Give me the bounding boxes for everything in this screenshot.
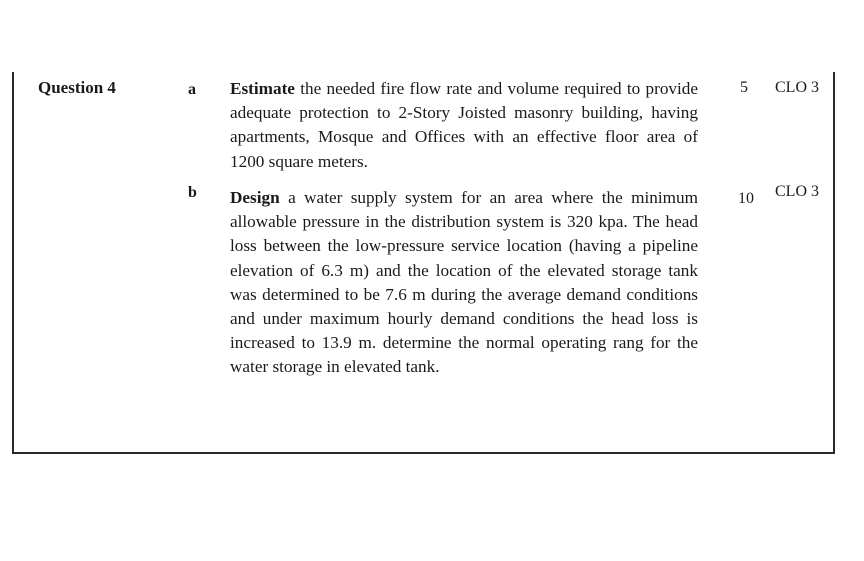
part-a-verb: Estimate [230,79,295,98]
part-b-clo: CLO 3 [775,183,819,200]
part-b-marks: 10 [738,190,754,207]
part-b-body: a water supply system for an area where the minimum allowable pressure in the distribution system is 320 kpa. The head loss between the low-pressure service location (having a pipeline elevation of 6.3 m) and the location of the elevated storage tank was determined to be 7.6 m during the average demand conditions and under maximum hourly demand conditions the head loss is increased to 13.9 m. determine the normal operating rang for the water storage in elevated tank. [230,188,698,377]
part-b-text [230,186,698,380]
part-a-marks: 5 [740,79,748,96]
question-label: Question 4 [38,78,116,97]
part-a-letter: a [188,81,196,98]
part-b-letter: b [188,184,197,201]
part-a-text [230,77,698,174]
part-a-body: the needed fire flow rate and volume required to provide adequate protection to 2-Story Joisted masonry building, having apartments, Mosque and Offices with an effective floor area of 1200 square meters. [230,79,698,171]
part-b-verb: Design [230,188,280,207]
part-a-clo: CLO 3 [775,79,819,96]
